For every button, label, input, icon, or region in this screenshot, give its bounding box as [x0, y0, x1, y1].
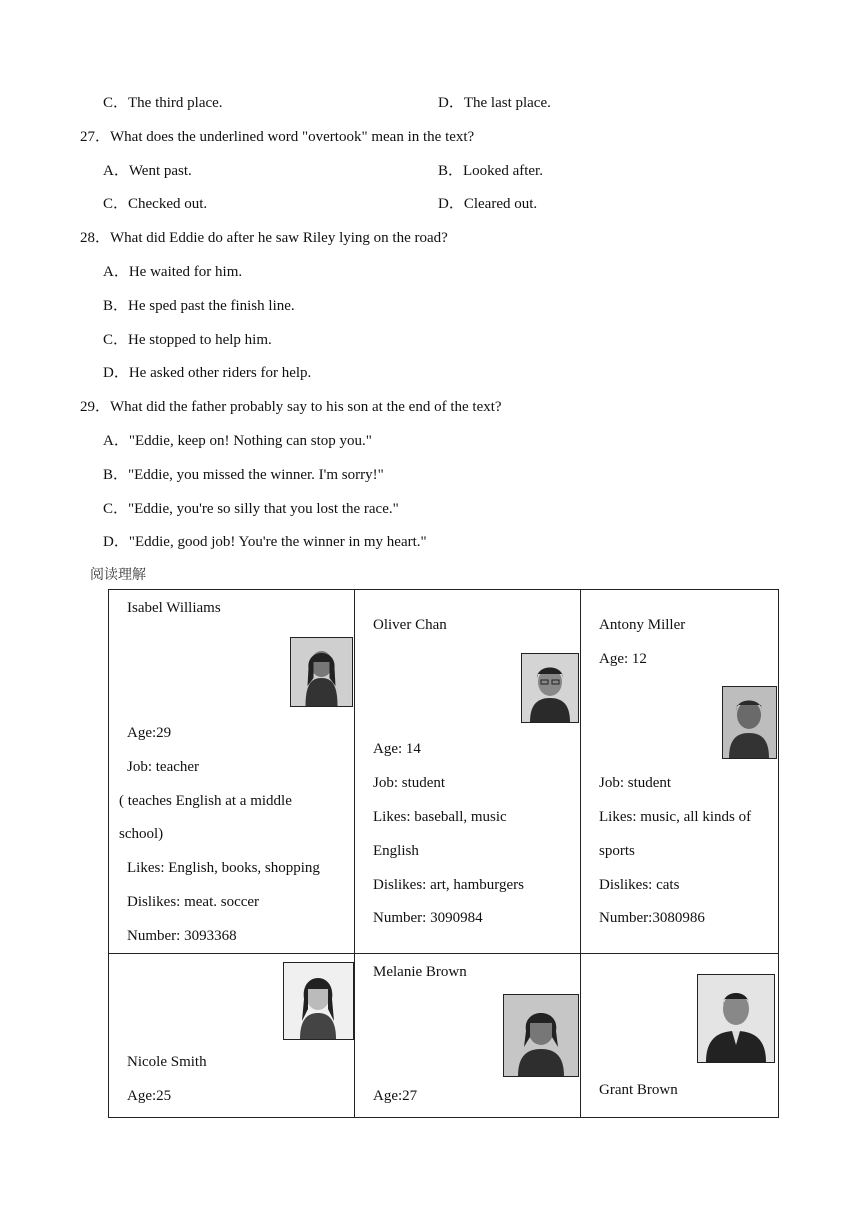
- q29-question: 29．What did the father probably say to his son at the end of the text?: [80, 399, 502, 415]
- profile-card-antony: [581, 590, 779, 954]
- portrait-photo: [503, 994, 579, 1077]
- profile-card-nicole: [109, 954, 355, 1118]
- profile-name: Oliver Chan: [373, 617, 447, 633]
- profile-age: Age: 14: [373, 741, 421, 757]
- profile-card-grant: [581, 954, 779, 1118]
- portrait-photo: [290, 637, 353, 707]
- profile-likes-cont: English: [373, 843, 419, 859]
- profile-name: Melanie Brown: [373, 964, 467, 980]
- profile-job: Job: student: [599, 775, 672, 791]
- q27-option-c: C．Checked out.: [103, 196, 208, 212]
- profile-dislikes: Dislikes: cats: [599, 877, 680, 893]
- profile-dislikes: Dislikes: art, hamburgers: [373, 877, 524, 893]
- profile-card-oliver: [355, 590, 581, 954]
- q26-option-c: C．The third place.: [103, 95, 223, 111]
- profile-likes: Likes: baseball, music: [373, 809, 507, 825]
- profile-dislikes: Dislikes: meat. soccer: [127, 894, 260, 910]
- q29-option-d: D．"Eddie, good job! You're the winner in my heart.": [103, 534, 427, 550]
- q26-option-d: D．The last place.: [438, 95, 551, 111]
- q27-option-d: D．Cleared out.: [438, 196, 538, 212]
- q29-option-a: A．"Eddie, keep on! Nothing can stop you.": [103, 433, 372, 449]
- q27-question: 27．What does the underlined word "overtook" mean in the text?: [80, 129, 475, 145]
- profile-name: Grant Brown: [599, 1082, 678, 1098]
- q27-option-a: A．Went past.: [103, 163, 192, 179]
- q28-option-c: C．He stopped to help him.: [103, 332, 272, 348]
- profile-card-melanie: [355, 954, 581, 1118]
- profile-card-isabel: [109, 590, 355, 954]
- portrait-photo: [521, 653, 579, 723]
- profile-table: [108, 589, 779, 1118]
- profile-number: Number: 3090984: [373, 910, 483, 926]
- profile-likes: Likes: English, books, shopping: [127, 860, 320, 876]
- portrait-photo: [283, 962, 354, 1040]
- profile-job-note: ( teaches English at a middle: [119, 793, 292, 809]
- profile-age: Age: 12: [599, 651, 647, 667]
- profile-number: Number:3080986: [599, 910, 705, 926]
- profile-name: Isabel Williams: [127, 600, 221, 616]
- profile-likes: Likes: music, all kinds of: [599, 809, 752, 825]
- profile-job-note-cont: school): [119, 826, 164, 842]
- portrait-photo: [722, 686, 777, 759]
- profile-likes-cont: sports: [599, 843, 635, 859]
- q29-option-c: C．"Eddie, you're so silly that you lost the race.": [103, 501, 399, 517]
- q28-option-d: D．He asked other riders for help.: [103, 365, 312, 381]
- profile-job: Job: student: [373, 775, 446, 791]
- profile-age: Age:27: [373, 1088, 418, 1104]
- portrait-photo: [697, 974, 775, 1063]
- q28-option-b: B．He sped past the finish line.: [103, 298, 295, 314]
- profile-name: Antony Miller: [599, 617, 686, 633]
- q28-option-a: A．He waited for him.: [103, 264, 243, 280]
- q28-question: 28．What did Eddie do after he saw Riley lying on the road?: [80, 230, 448, 246]
- profile-name: Nicole Smith: [127, 1054, 207, 1070]
- q29-option-b: B．"Eddie, you missed the winner. I'm sorry!": [103, 467, 384, 483]
- profile-age: Age:25: [127, 1088, 172, 1104]
- profile-number: Number: 3093368: [127, 928, 237, 944]
- section-heading: 阅读理解: [90, 567, 146, 583]
- profile-age: Age:29: [127, 725, 172, 741]
- profile-job: Job: teacher: [127, 759, 200, 775]
- q27-option-b: B．Looked after.: [438, 163, 543, 179]
